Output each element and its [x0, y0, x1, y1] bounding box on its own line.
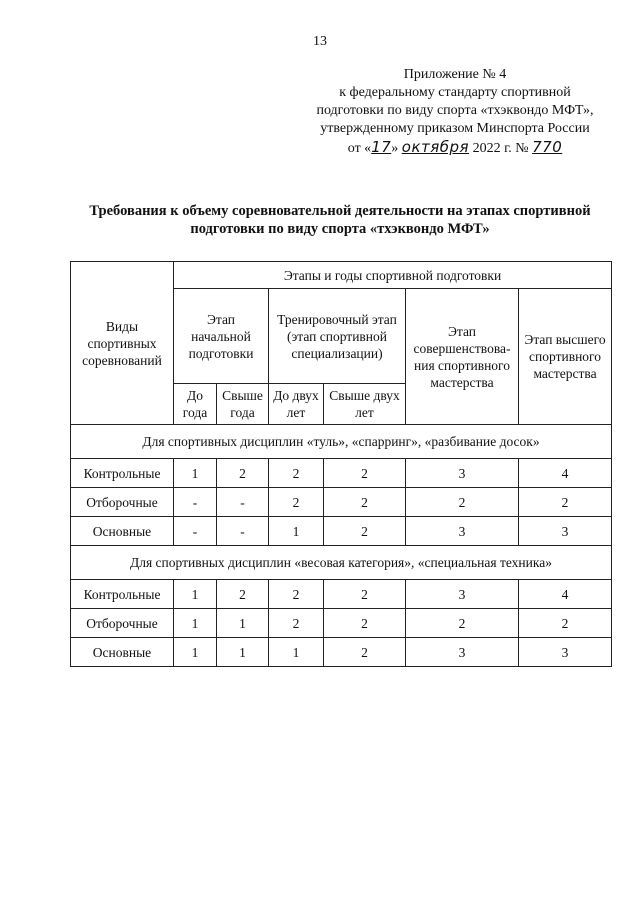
stage-header-improvement: Этап совершенствова-ния спортивного мастерства — [406, 289, 519, 425]
appendix-line-4: утвержденному приказом Минспорта России — [320, 121, 590, 136]
requirements-table — [70, 261, 612, 667]
table-row — [71, 638, 612, 667]
table-cell: 3 — [406, 459, 519, 488]
table-cell: 2 — [324, 459, 406, 488]
table-cell: 2 — [519, 488, 612, 517]
appendix-order-line — [300, 138, 610, 158]
table-cell: 1 — [217, 638, 269, 667]
table-cell: 2 — [269, 580, 324, 609]
subheader-over-two-years: Свыше двух лет — [324, 384, 406, 425]
order-day: 17 — [371, 138, 392, 156]
table-row — [71, 517, 612, 546]
table-cell: 2 — [269, 609, 324, 638]
competition-type-label: Основные — [71, 517, 174, 546]
stage-header-initial: Этап начальной подготовки — [174, 289, 269, 384]
table-cell: 3 — [519, 517, 612, 546]
table-cell: 2 — [324, 609, 406, 638]
stages-group-header: Этапы и годы спортивной подготовки — [174, 262, 612, 289]
table-cell: 3 — [406, 580, 519, 609]
title-line-1: Требования к объему соревновательной деятельности на этапах спортивной — [89, 203, 591, 219]
table-cell: 1 — [174, 609, 217, 638]
table-cell: 2 — [406, 488, 519, 517]
section-title: Для спортивных дисциплин «весовая категория», «специальная техника» — [71, 546, 612, 580]
table-cell: 4 — [519, 459, 612, 488]
subheader-up-to-year: До года — [174, 384, 217, 425]
order-number: 770 — [532, 138, 563, 156]
table-cell: 2 — [406, 609, 519, 638]
order-year: 2022 г. № — [469, 141, 533, 156]
subheader-over-year: Свыше года — [217, 384, 269, 425]
order-month: октября — [401, 138, 470, 156]
competition-types-header: Виды спортивных соревнований — [71, 262, 174, 425]
competition-type-label: Отборочные — [71, 488, 174, 517]
competition-type-label: Контрольные — [71, 580, 174, 609]
table-cell: 3 — [519, 638, 612, 667]
table-cell: - — [174, 488, 217, 517]
order-prefix: от « — [347, 141, 372, 156]
table-cell: 2 — [519, 609, 612, 638]
appendix-line-2: к федеральному стандарту спортивной — [339, 85, 571, 100]
table-cell: 1 — [217, 609, 269, 638]
table-cell: 2 — [324, 638, 406, 667]
competition-type-label: Контрольные — [71, 459, 174, 488]
section-row — [71, 546, 612, 580]
table-cell: 2 — [324, 517, 406, 546]
table-cell: - — [217, 488, 269, 517]
appendix-line-3: подготовки по виду спорта «тхэквондо МФТ», — [316, 103, 594, 118]
competition-type-label: Основные — [71, 638, 174, 667]
table-cell: 1 — [174, 459, 217, 488]
table-cell: 1 — [269, 517, 324, 546]
appendix-number: Приложение № 4 — [403, 67, 507, 82]
table-row — [71, 609, 612, 638]
table-cell: 2 — [217, 580, 269, 609]
section-row — [71, 425, 612, 459]
table-cell: - — [217, 517, 269, 546]
appendix-header — [300, 66, 610, 158]
table-cell: 1 — [174, 580, 217, 609]
table-cell: 2 — [269, 488, 324, 517]
table-cell: 1 — [174, 638, 217, 667]
stage-header-training: Тренировочный этап (этап спортивной специализации) — [269, 289, 406, 384]
table-cell: 2 — [269, 459, 324, 488]
section-title: Для спортивных дисциплин «туль», «спарринг», «разбивание досок» — [71, 425, 612, 459]
page-number: 13 — [313, 34, 327, 49]
table-cell: 4 — [519, 580, 612, 609]
table-cell: 3 — [406, 638, 519, 667]
table-cell: 1 — [269, 638, 324, 667]
order-mid: » — [391, 141, 402, 156]
table-cell: 2 — [324, 488, 406, 517]
stage-header-higher: Этап высшего спортивного мастерства — [519, 289, 612, 425]
table-cell: 3 — [406, 517, 519, 546]
table-cell: - — [174, 517, 217, 546]
table-cell: 2 — [324, 580, 406, 609]
table-cell: 2 — [217, 459, 269, 488]
document-title — [60, 202, 620, 238]
table-row — [71, 459, 612, 488]
title-line-2: подготовки по виду спорта «тхэквондо МФТ» — [190, 221, 490, 237]
subheader-up-to-two-years: До двух лет — [269, 384, 324, 425]
competition-type-label: Отборочные — [71, 609, 174, 638]
table-row — [71, 580, 612, 609]
table-row — [71, 488, 612, 517]
